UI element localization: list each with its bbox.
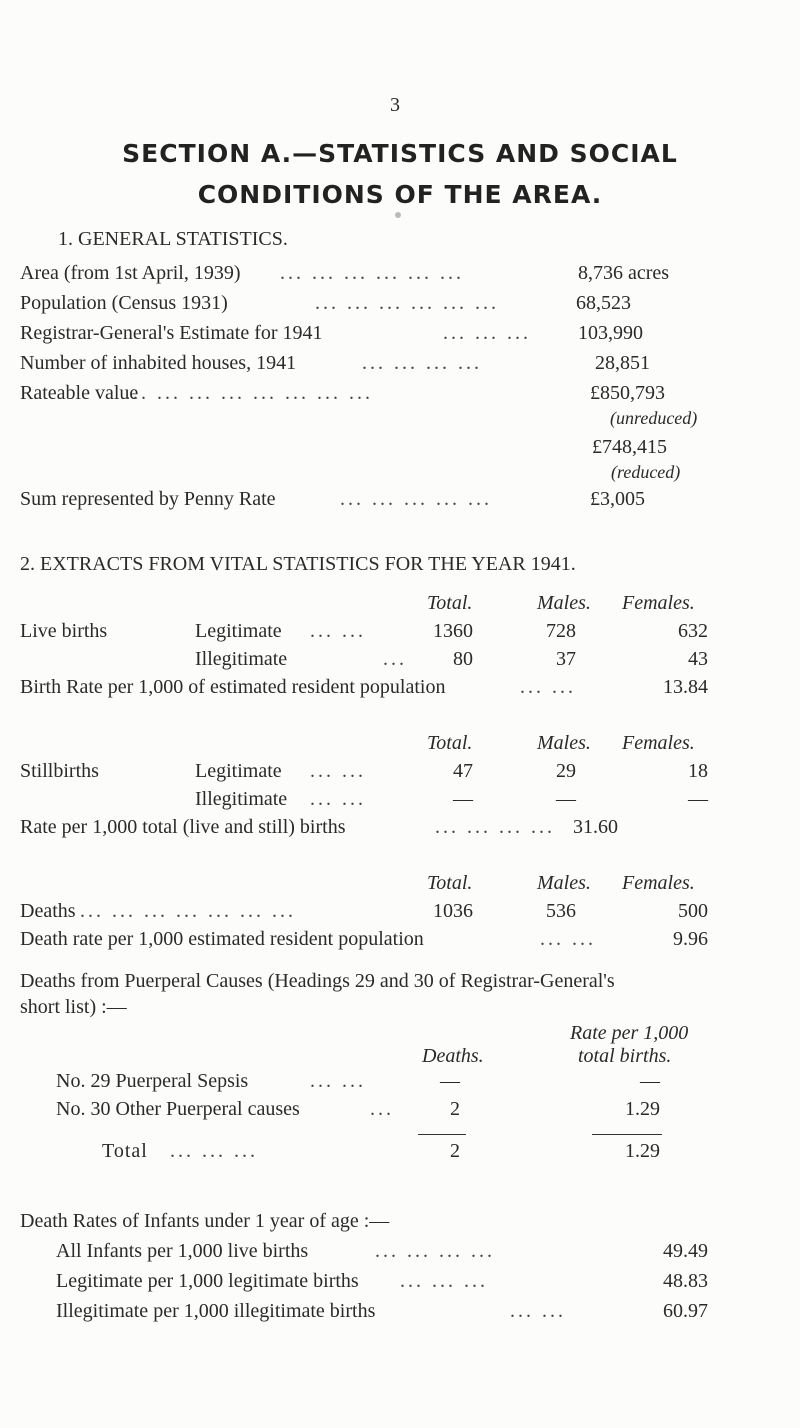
- deaths-females: 500: [678, 900, 708, 922]
- still-illegit-total: —: [453, 788, 473, 810]
- puerperal-total-deaths: 2: [450, 1140, 460, 1162]
- area-value: 8,736 acres: [578, 262, 670, 284]
- estimate-label: Registrar-General's Estimate for 1941: [20, 322, 323, 344]
- section-title-line2: CONDITIONS OF THE AREA.: [197, 180, 603, 209]
- dot-leader: ...: [383, 648, 407, 670]
- puerperal-total-label: Total: [102, 1140, 148, 1162]
- rateable-value-reduced: £748,415: [592, 436, 667, 458]
- col-females: Females.: [622, 872, 695, 894]
- birth-rate-label: Birth Rate per 1,000 of estimated resident population: [20, 676, 446, 698]
- dot-leader: ... ... ...: [400, 1270, 488, 1292]
- stillbirths-label: Stillbirths: [20, 760, 99, 782]
- live-illegit-total: 80: [453, 648, 473, 670]
- rateable-note-unreduced: (unreduced): [610, 408, 698, 428]
- infant-legit-value: 48.83: [663, 1270, 708, 1292]
- live-illegit-males: 37: [556, 648, 576, 670]
- dot-leader: ... ... ... ... ... ... ... ...: [125, 382, 373, 404]
- still-legit-males: 29: [556, 760, 576, 782]
- deaths-total: 1036: [433, 900, 473, 922]
- col-males: Males.: [537, 732, 591, 754]
- puerperal-row-other-label: No. 30 Other Puerperal causes: [56, 1098, 300, 1120]
- vital-statistics-heading: 2. EXTRACTS FROM VITAL STATISTICS FOR THE YEAR 1941.: [20, 553, 576, 575]
- infant-all-value: 49.49: [663, 1240, 708, 1262]
- infant-rates-heading: Death Rates of Infants under 1 year of age :—: [20, 1210, 390, 1232]
- live-illegit-label: Illegitimate: [195, 648, 288, 670]
- infant-all-label: All Infants per 1,000 live births: [56, 1240, 309, 1262]
- population-label: Population (Census 1931): [20, 292, 228, 314]
- live-legit-total: 1360: [433, 620, 473, 642]
- estimate-value: 103,990: [578, 322, 643, 344]
- infant-legit-label: Legitimate per 1,000 legitimate births: [56, 1270, 359, 1292]
- still-illegit-females: —: [688, 788, 708, 810]
- puerperal-row-other-deaths: 2: [450, 1098, 460, 1120]
- birth-rate-value: 13.84: [663, 676, 708, 698]
- dot-leader: ... ...: [520, 676, 576, 698]
- penny-rate-value: £3,005: [590, 488, 645, 510]
- dot-leader: ... ... ... ...: [435, 816, 555, 838]
- puerperal-total-rate: 1.29: [625, 1140, 660, 1162]
- dot-leader: ... ... ... ... ... ...: [280, 262, 464, 284]
- rateable-note-reduced: (reduced): [611, 462, 681, 482]
- population-value: 68,523: [576, 292, 631, 314]
- rateable-value: £850,793: [590, 382, 665, 404]
- page-number: 3: [390, 94, 400, 116]
- dot-leader: ... ...: [310, 760, 366, 782]
- live-births-label: Live births: [20, 620, 108, 642]
- section-title-line1: SECTION A.—STATISTICS AND SOCIAL: [122, 139, 678, 168]
- ink-dot: [395, 212, 401, 218]
- col-total: Total.: [427, 872, 473, 894]
- col-total: Total.: [427, 732, 473, 754]
- dot-leader: ... ...: [310, 1070, 366, 1092]
- live-illegit-females: 43: [688, 648, 708, 670]
- deaths-males: 536: [546, 900, 576, 922]
- col-total: Total.: [427, 592, 473, 614]
- dot-leader: ...: [370, 1098, 394, 1120]
- dot-leader: ... ... ...: [443, 322, 531, 344]
- still-legit-females: 18: [688, 760, 708, 782]
- still-legit-label: Legitimate: [195, 760, 282, 782]
- houses-value: 28,851: [595, 352, 650, 374]
- death-rate-label: Death rate per 1,000 estimated resident population: [20, 928, 424, 950]
- puerperal-intro-line1: Deaths from Puerperal Causes (Headings 29 and 30 of Registrar-General's: [20, 970, 615, 992]
- houses-label: Number of inhabited houses, 1941: [20, 352, 297, 374]
- dot-leader: ... ... ... ...: [362, 352, 482, 374]
- live-legit-males: 728: [546, 620, 576, 642]
- total-rule-rate: [592, 1134, 662, 1135]
- puerperal-row-other-rate: 1.29: [625, 1098, 660, 1120]
- dot-leader: ... ...: [310, 620, 366, 642]
- dot-leader: ... ... ... ... ...: [340, 488, 492, 510]
- still-illegit-males: —: [556, 788, 576, 810]
- col-males: Males.: [537, 592, 591, 614]
- death-rate-value: 9.96: [673, 928, 708, 950]
- general-statistics-heading: 1. GENERAL STATISTICS.: [58, 228, 288, 250]
- penny-rate-label: Sum represented by Penny Rate: [20, 488, 276, 510]
- still-rate-value: 31.60: [573, 816, 618, 838]
- dot-leader: ... ... ... ...: [375, 1240, 495, 1262]
- total-rule-deaths: [418, 1134, 466, 1135]
- col-rate-line1: Rate per 1,000: [570, 1022, 689, 1044]
- still-rate-label: Rate per 1,000 total (live and still) births: [20, 816, 346, 838]
- rateable-label: Rateable value: [20, 382, 139, 404]
- dot-leader: ... ...: [540, 928, 596, 950]
- puerperal-row-sepsis-label: No. 29 Puerperal Sepsis: [56, 1070, 249, 1092]
- infant-illegit-value: 60.97: [663, 1300, 708, 1322]
- area-label: Area (from 1st April, 1939): [20, 262, 241, 284]
- still-legit-total: 47: [453, 760, 473, 782]
- puerperal-intro-line2: short list) :—: [20, 996, 127, 1018]
- col-deaths: Deaths.: [422, 1045, 484, 1067]
- dot-leader: ... ... ...: [170, 1140, 258, 1162]
- col-rate-line2: total births.: [578, 1045, 672, 1067]
- col-females: Females.: [622, 732, 695, 754]
- deaths-label: Deaths: [20, 900, 76, 922]
- dot-leader: ... ...: [310, 788, 366, 810]
- dot-leader: ... ...: [510, 1300, 566, 1322]
- still-illegit-label: Illegitimate: [195, 788, 288, 810]
- infant-illegit-label: Illegitimate per 1,000 illegitimate births: [56, 1300, 376, 1322]
- live-legit-label: Legitimate: [195, 620, 282, 642]
- col-females: Females.: [622, 592, 695, 614]
- dot-leader: ... ... ... ... ... ...: [315, 292, 499, 314]
- col-males: Males.: [537, 872, 591, 894]
- live-legit-females: 632: [678, 620, 708, 642]
- puerperal-row-sepsis-rate: —: [640, 1070, 660, 1092]
- dot-leader: ... ... ... ... ... ... ...: [80, 900, 296, 922]
- puerperal-row-sepsis-deaths: —: [440, 1070, 460, 1092]
